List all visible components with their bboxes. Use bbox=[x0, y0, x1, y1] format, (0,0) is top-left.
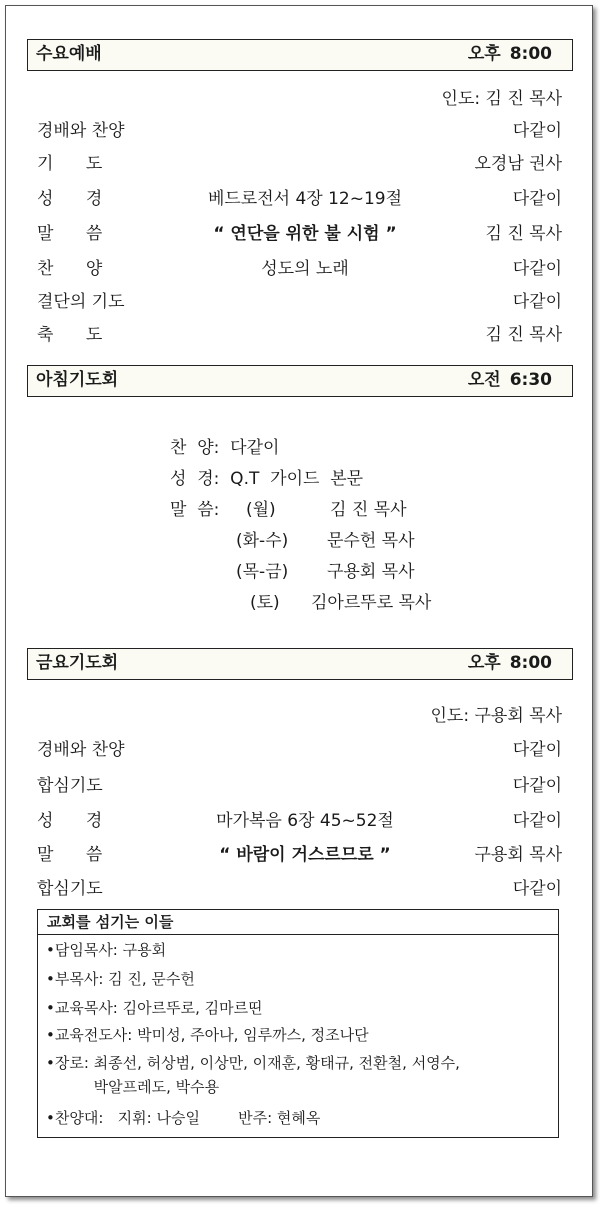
friday-leader: 인도: 구용회 목사 bbox=[430, 706, 562, 726]
sermon-day: (토) bbox=[250, 593, 280, 613]
order-performer: 김 진 목사 bbox=[485, 224, 562, 244]
order-detail: 베드로전서 4장 12~19절 bbox=[207, 189, 403, 209]
morning-scripture: 성 경: Q.T 가이드 본문 bbox=[170, 469, 364, 489]
order-performer: 구용회 목사 bbox=[474, 845, 562, 865]
morning-prayer-title: 아침기도회 bbox=[36, 370, 119, 390]
wednesday-leader-row bbox=[0, 86, 600, 112]
wednesday-order-row bbox=[0, 118, 600, 144]
friday-prayer-title: 금요기도회 bbox=[36, 653, 119, 673]
friday-order-row bbox=[0, 876, 600, 902]
wednesday-order-row bbox=[0, 221, 600, 247]
order-label: 말 씀 bbox=[37, 845, 103, 865]
friday-order-row bbox=[0, 737, 600, 763]
wednesday-order-row bbox=[0, 289, 600, 315]
morning-prayer-time bbox=[459, 366, 552, 395]
friday-time-value: 8:00 bbox=[509, 653, 552, 673]
order-label: 경배와 찬양 bbox=[37, 740, 125, 760]
order-label: 합심기도 bbox=[37, 879, 103, 899]
order-label: 찬 양 bbox=[37, 259, 103, 279]
ministry-title: 교회를 섬기는 이들 bbox=[38, 910, 558, 935]
friday-time-prefix: 오후 bbox=[467, 653, 501, 673]
ministry-item: •교육전도사: 박미성, 주아나, 임루까스, 정조나단 bbox=[46, 1026, 369, 1044]
wednesday-time-prefix: 오후 bbox=[467, 44, 501, 64]
order-label: 경배와 찬양 bbox=[37, 121, 125, 141]
wednesday-order-row bbox=[0, 186, 600, 212]
morning-praise: 찬 양: 다같이 bbox=[170, 438, 280, 458]
sermon-day: (월) bbox=[246, 500, 276, 520]
wednesday-order-row bbox=[0, 322, 600, 348]
sermon-title: “ 바람이 거스르므로 ” bbox=[219, 845, 391, 865]
friday-prayer-header bbox=[27, 648, 573, 680]
order-label: 결단의 기도 bbox=[37, 292, 125, 312]
morning-time-value: 6:30 bbox=[509, 370, 552, 390]
wednesday-service-time bbox=[459, 40, 552, 69]
sermon-day: (목-금) bbox=[236, 562, 289, 582]
order-detail: 성도의 노래 bbox=[261, 259, 349, 279]
order-performer: 다같이 bbox=[512, 879, 562, 899]
wednesday-order-row bbox=[0, 256, 600, 282]
sermon-preacher: 김아르뚜로 목사 bbox=[311, 593, 432, 613]
order-label: 말 씀 bbox=[37, 224, 103, 244]
ministry-item: •담임목사: 구용회 bbox=[46, 941, 167, 959]
sermon-preacher: 문수헌 목사 bbox=[327, 531, 415, 551]
friday-leader-row bbox=[0, 703, 600, 729]
wednesday-order-row bbox=[0, 151, 600, 177]
wednesday-service-header bbox=[27, 39, 573, 71]
order-label: 성 경 bbox=[37, 811, 103, 831]
order-label: 축 도 bbox=[37, 325, 103, 345]
wednesday-time-value: 8:00 bbox=[509, 44, 552, 64]
order-performer: 다같이 bbox=[512, 121, 562, 141]
ministry-item: •찬양대: 지휘: 나승일 반주: 현혜옥 bbox=[46, 1109, 321, 1127]
order-label: 기 도 bbox=[37, 154, 103, 174]
sermon-title: “ 연단을 위한 불 시험 ” bbox=[213, 224, 397, 244]
order-performer: 다같이 bbox=[512, 811, 562, 831]
order-performer: 오경남 권사 bbox=[474, 154, 562, 174]
order-performer: 다같이 bbox=[512, 292, 562, 312]
ministry-box bbox=[37, 909, 559, 1138]
order-performer: 다같이 bbox=[512, 259, 562, 279]
morning-time-prefix: 오전 bbox=[467, 370, 501, 390]
friday-order-row bbox=[0, 808, 600, 834]
sermon-day: (화-수) bbox=[236, 531, 289, 551]
order-label: 성 경 bbox=[37, 189, 103, 209]
order-label: 합심기도 bbox=[37, 776, 103, 796]
ministry-item: •부목사: 김 진, 문수헌 bbox=[46, 970, 195, 988]
order-performer: 다같이 bbox=[512, 189, 562, 209]
friday-order-row bbox=[0, 773, 600, 799]
order-performer: 김 진 목사 bbox=[485, 325, 562, 345]
ministry-item: •장로: 최종선, 허상범, 이상만, 이재훈, 황태규, 전환철, 서영수, bbox=[46, 1054, 460, 1072]
morning-prayer-header bbox=[27, 365, 573, 397]
order-detail: 마가복음 6장 45~52절 bbox=[216, 811, 394, 831]
friday-order-row bbox=[0, 842, 600, 868]
friday-prayer-time bbox=[459, 649, 552, 678]
wednesday-service-title: 수요예배 bbox=[36, 44, 102, 64]
order-performer: 다같이 bbox=[512, 776, 562, 796]
ministry-item: •교육목사: 김아르뚜로, 김마르띤 bbox=[46, 999, 263, 1017]
morning-sermon-label: 말 씀: bbox=[170, 500, 220, 520]
ministry-item: 박알프레도, 박수용 bbox=[46, 1078, 220, 1096]
wednesday-leader: 인도: 김 진 목사 bbox=[441, 89, 562, 109]
sermon-preacher: 구용회 목사 bbox=[327, 562, 415, 582]
sermon-preacher: 김 진 목사 bbox=[330, 500, 407, 520]
order-performer: 다같이 bbox=[512, 740, 562, 760]
